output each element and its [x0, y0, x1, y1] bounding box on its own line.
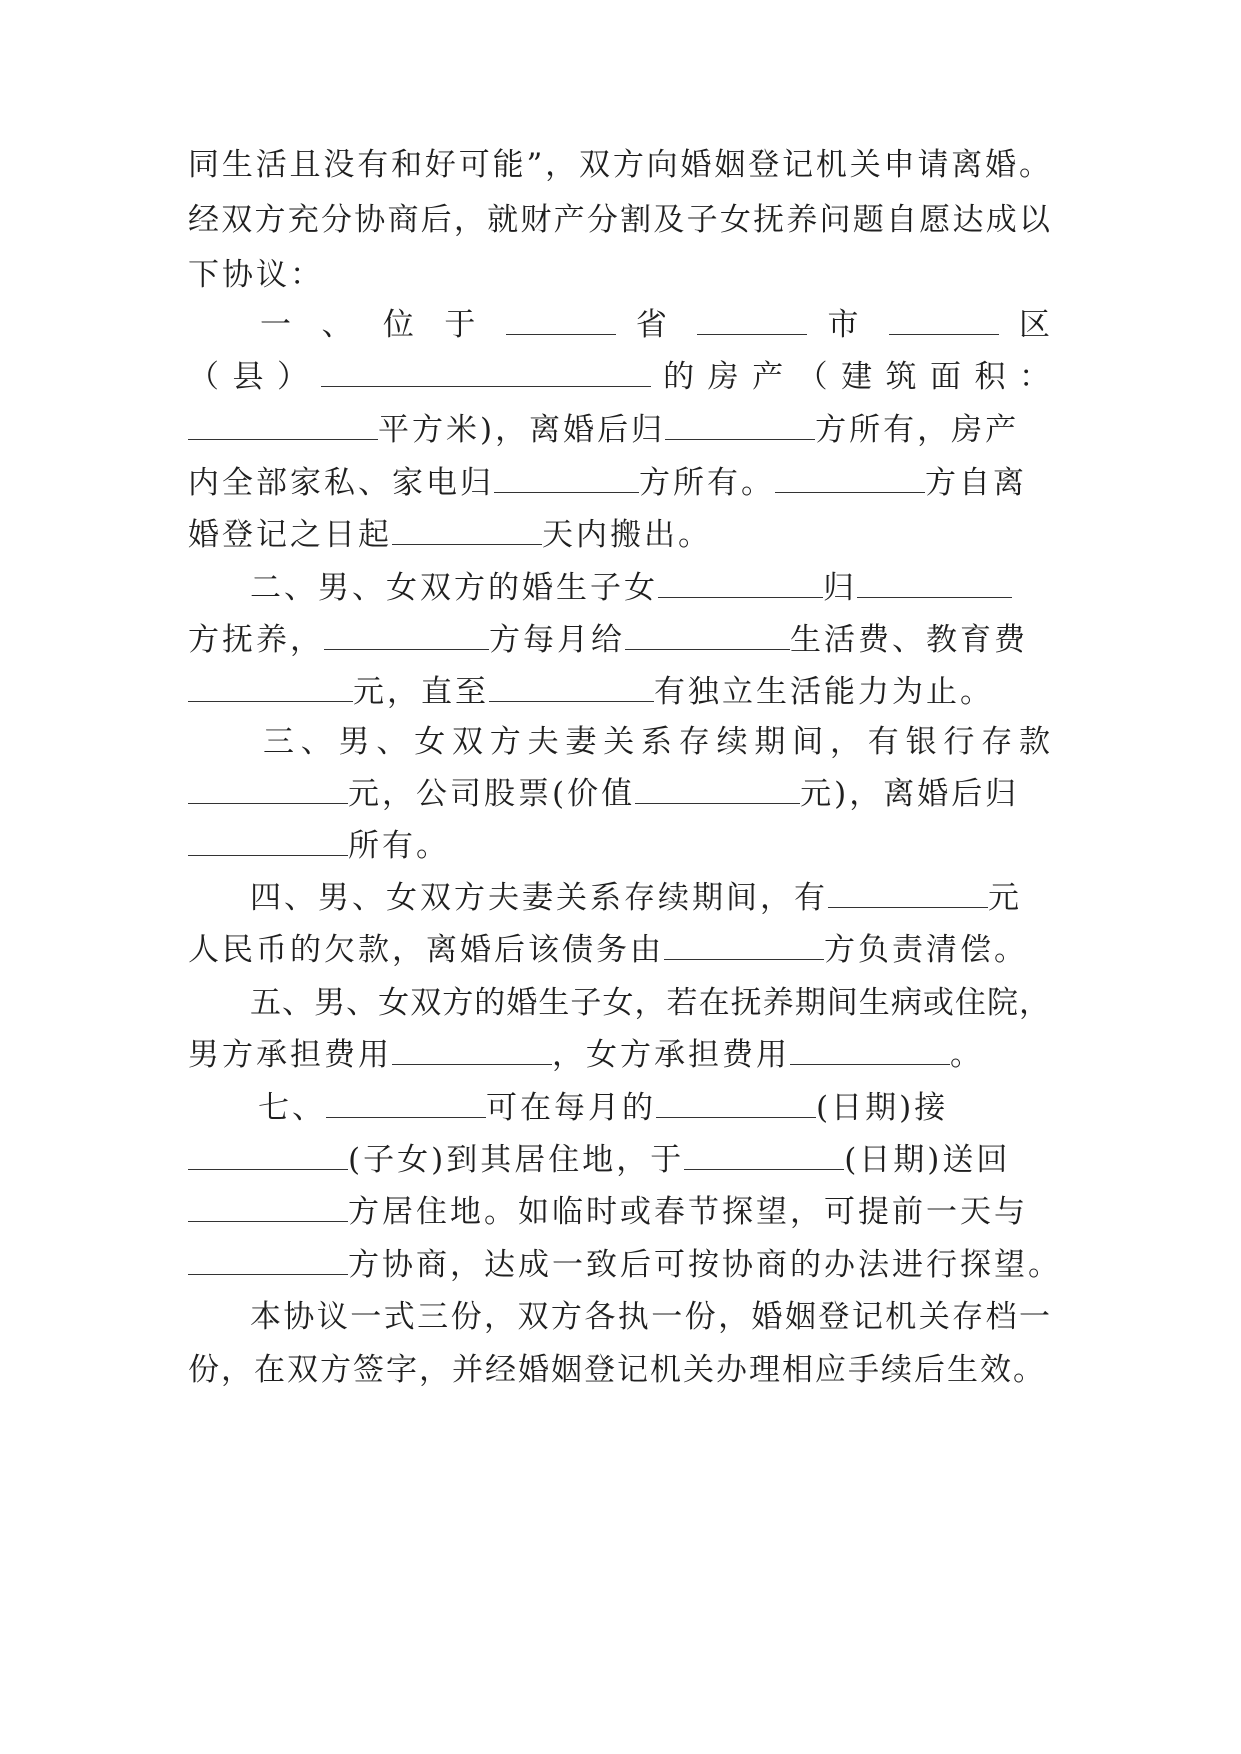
blank-field[interactable] — [697, 308, 807, 335]
clause-2-line-1: 二、男、女双方的婚生子女 归 — [250, 568, 1050, 608]
blank-field[interactable] — [324, 623, 489, 650]
blank-field[interactable] — [188, 413, 378, 440]
blank-field[interactable] — [857, 571, 1012, 598]
clause-2-line-2: 方抚养， 方每月给 生活费、教育费 — [188, 622, 1028, 658]
clause-1-line-5: 婚登记之日起 天内搬出。 — [188, 517, 712, 553]
blank-field[interactable] — [506, 308, 616, 335]
clause-3-line-3: 所有。 — [188, 826, 1050, 866]
blank-field[interactable] — [489, 675, 654, 702]
blank-field[interactable] — [392, 1038, 552, 1065]
clause-2-line-3: 元，直至 有独立生活能力为止。 — [188, 672, 1050, 712]
blank-field[interactable] — [625, 623, 790, 650]
blank-field[interactable] — [665, 413, 815, 440]
clause-3-line-1: 三、男、女双方夫妻关系存续期间，有银行存款 — [263, 724, 1050, 760]
intro-line-3: 下协议： — [188, 257, 324, 293]
blank-field[interactable] — [188, 777, 348, 804]
clause-1-line-3: 平方米)，离婚后归 方所有，房产 — [188, 410, 1050, 450]
blank-field[interactable] — [321, 360, 651, 387]
blank-field[interactable] — [188, 1143, 348, 1170]
clause-1-line-4: 内全部家私、家电归 方所有。 方自离 — [188, 465, 1027, 501]
blank-field[interactable] — [656, 1091, 816, 1118]
clause-4-line-2: 人民币的欠款，离婚后该债务由 方负责清偿。 — [188, 932, 1028, 968]
closing-line-2: 份，在双方签字，并经婚姻登记机关办理相应手续后生效。 — [188, 1352, 1046, 1388]
blank-field[interactable] — [188, 1195, 348, 1222]
blank-field[interactable] — [188, 829, 348, 856]
blank-field[interactable] — [775, 466, 925, 493]
clause-1-line-1: 一 、 位 于 省 市 区 — [260, 307, 1051, 343]
blank-field[interactable] — [188, 1248, 348, 1275]
blank-field[interactable] — [790, 1038, 950, 1065]
clause-5-line-1: 五、男、女双方的婚生子女，若在抚养期间生病或住院， — [250, 985, 1050, 1021]
intro-line-1: 同生活且没有和好可能”，双方向婚姻登记机关申请离婚。 — [188, 147, 1050, 183]
clause-1-line-2: （ 县 ） 的 房 产 （ 建 筑 面 积 ： — [188, 359, 1050, 395]
clause-7-line-1: 七、 可在每月的 (日期)接 — [258, 1090, 949, 1126]
closing-line-1: 本协议一式三份，双方各执一份，婚姻登记机关存档一 — [250, 1299, 1050, 1335]
blank-field[interactable] — [326, 1091, 486, 1118]
clause-5-line-2: 男方承担费用 ，女方承担费用 。 — [188, 1037, 984, 1073]
blank-field[interactable] — [635, 777, 800, 804]
blank-field[interactable] — [889, 308, 999, 335]
blank-field[interactable] — [664, 933, 824, 960]
blank-field[interactable] — [494, 466, 639, 493]
clause-7-line-4: 方协商，达成一致后可按协商的办法进行探望。 — [188, 1245, 1050, 1285]
blank-field[interactable] — [188, 675, 353, 702]
blank-field[interactable] — [658, 571, 823, 598]
blank-field[interactable] — [392, 518, 542, 545]
blank-field[interactable] — [684, 1143, 844, 1170]
clause-3-line-2: 元，公司股票(价值 元)，离婚后归 — [188, 774, 1050, 814]
clause-7-line-2: (子女)到其居住地，于 (日期)送回 — [188, 1140, 1050, 1180]
intro-line-2: 经双方充分协商后，就财产分割及子女抚养问题自愿达成以 — [188, 202, 1050, 238]
blank-field[interactable] — [828, 881, 988, 908]
clause-7-line-3: 方居住地。如临时或春节探望，可提前一天与 — [188, 1192, 1050, 1232]
clause-4-line-1: 四、男、女双方夫妻关系存续期间，有 元 — [250, 880, 1022, 916]
